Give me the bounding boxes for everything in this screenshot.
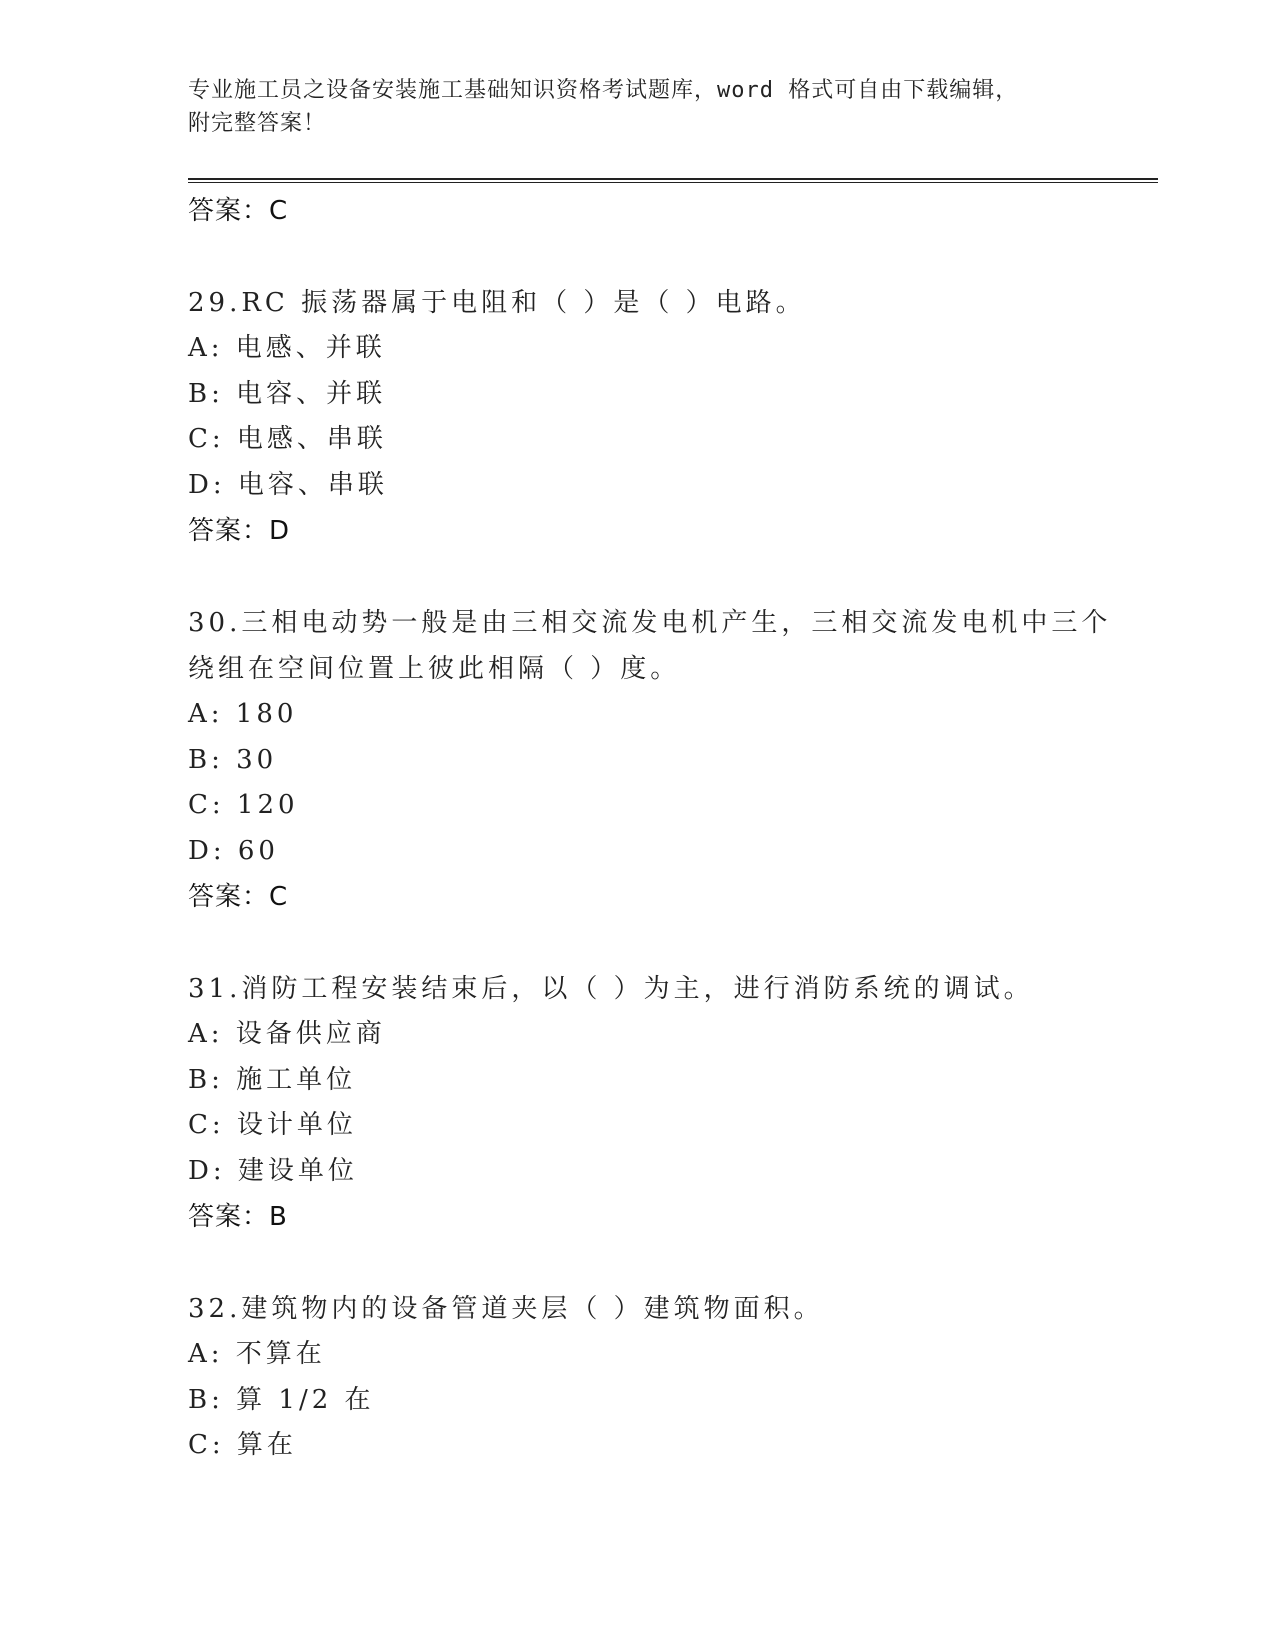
document-header xyxy=(188,74,1088,140)
option-b: B: 30 xyxy=(188,744,278,775)
option-a: A: 电感、并联 xyxy=(188,333,386,363)
option-c: C: 120 xyxy=(188,790,299,820)
question-text: 32.建筑物内的设备管道夹层（ ）建筑物面积。 xyxy=(188,1294,824,1324)
option-d: D: 建设单位 xyxy=(188,1155,358,1186)
question-block xyxy=(188,966,1158,1240)
option-a: A: 设备供应商 xyxy=(188,1019,386,1049)
option-c: C: 电感、串联 xyxy=(188,424,387,454)
question-block xyxy=(188,1286,1158,1469)
answer-line: 答案：B xyxy=(188,1202,288,1232)
option-c: C: 设计单位 xyxy=(188,1110,357,1140)
option-a: A: 不算在 xyxy=(188,1339,326,1369)
question-text: 30.三相电动势一般是由三相交流发电机产生，三相交流发电机中三个 xyxy=(188,608,1112,638)
question-list xyxy=(188,188,1158,1469)
previous-answer: 答案：C xyxy=(188,196,289,226)
question-text: 31.消防工程安装结束后，以（ ）为主，进行消防系统的调试。 xyxy=(188,974,1034,1004)
answer-line: 答案：D xyxy=(188,516,291,546)
question-text-continued: 绕组在空间位置上彼此相隔（ ）度。 xyxy=(188,654,681,684)
header-divider xyxy=(188,178,1158,183)
option-b: B: 电容、并联 xyxy=(188,378,387,409)
question-text: 29.RC 振荡器属于电阻和（ ）是（ ）电路。 xyxy=(188,288,806,318)
question-block xyxy=(188,280,1158,554)
option-c: C: 算在 xyxy=(188,1430,297,1460)
header-line-2: 附完整答案！ xyxy=(188,111,327,136)
option-b: B: 算 1/2 在 xyxy=(188,1384,375,1415)
header-line-1: 专业施工员之设备安装施工基础知识资格考试题库，word 格式可自由下载编辑， xyxy=(188,78,1019,103)
option-a: A: 180 xyxy=(188,699,298,729)
answer-line: 答案：C xyxy=(188,882,289,912)
option-b: B: 施工单位 xyxy=(188,1064,357,1095)
option-d: D: 电容、串联 xyxy=(188,469,388,500)
question-block xyxy=(188,600,1158,920)
option-d: D: 60 xyxy=(188,835,279,866)
